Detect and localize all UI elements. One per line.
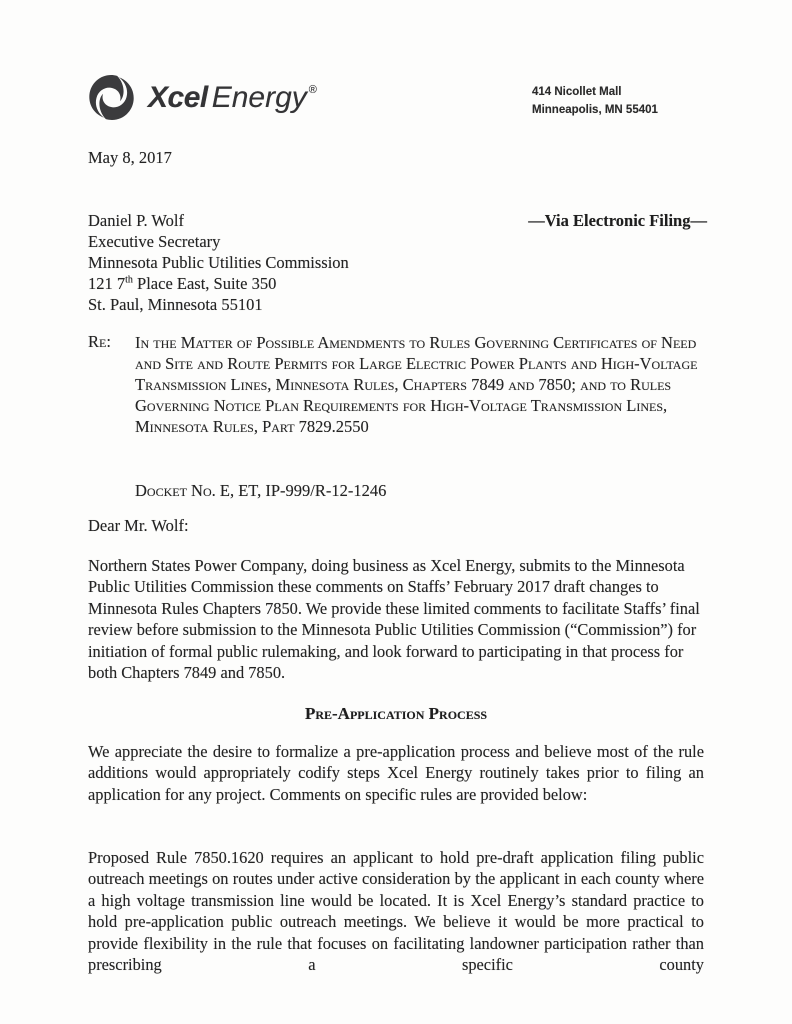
recipient-name: Daniel P. Wolf [88,211,184,230]
subject-matter: In the Matter of Possible Amendments to Rules Governing Certificates of Need and Site and Route Permits for Large Electric Power Plants and High-Voltage Transmission Lines, Minnesota Rules, Chapters 7849 and 7850; and to Rules Governing Notice Plan Requirements for High-Voltage Transmission Lines, Minnesota Rules, Part 7829.2550 [135,333,698,436]
recipient-street-number: 121 7 [88,274,126,293]
subject-label: Re: [88,332,111,351]
recipient-city-line: St. Paul, Minnesota 55101 [88,295,263,314]
letterhead-address-line1: 414 Nicollet Mall [532,86,622,98]
recipient-block [88,210,349,315]
letter-date: May 8, 2017 [88,148,172,167]
registered-trademark-icon: ® [308,83,317,96]
recipient-street [88,273,349,294]
brand-wordmark [148,80,317,114]
recipient-street-rest: Place East, Suite 350 [132,274,277,293]
letterhead-address [532,83,658,119]
paragraph-introduction: Northern States Power Company, doing business as Xcel Energy, submits to the Minnesota Public Utilities Commission these comments on Staffs’ February 2017 draft changes to Minnesota Rules Chapters 7850. We provide these limited comments to facilitate Staffs’ final review before submission to the Minnesota Public Utilities Commission (“Commission”) for initiation of formal public rulemaking, and look forward to participating in that process for both Chapters 7849 and 7850. [88,556,700,683]
via-electronic-filing-note: —Via Electronic Filing— [528,211,707,230]
section-heading: Pre-Application Process [304,704,488,723]
recipient-organization: Minnesota Public Utilities Commission [88,253,349,272]
paragraph-rule-7850-1620: Proposed Rule 7850.1620 requires an applicant to hold pre-draft application filing public outreach meetings on routes under active consideration by the applicant in each county where a high voltage transmission line would be located. It is Xcel Energy’s standard practice to hold pre-application public outreach meetings. We believe it would be more practical to provide flexibility in the rule that focuses on facilitating landowner participation rather than prescribing a specific county [88,848,704,975]
xcel-swirl-icon [88,74,135,121]
brand-name-bold: Xcel [148,80,208,114]
brand-name-light: Energy [211,80,307,114]
paragraph-pre-application: We appreciate the desire to formalize a pre-application process and believe most of the rule additions would appropriately codify steps Xcel Energy routinely takes prior to filing an application for any project. Comments on specific rules are provided below: [88,742,704,804]
xcel-energy-logo [88,74,317,121]
recipient-street-ordinal: th [125,274,133,286]
recipient-title: Executive Secretary [88,232,221,251]
letterhead-address-line2: Minneapolis, MN 55401 [532,104,658,116]
subject-block [88,332,704,437]
docket-number: Docket No. E, ET, IP-999/R-12-1246 [135,481,387,500]
salutation: Dear Mr. Wolf: [88,516,189,535]
